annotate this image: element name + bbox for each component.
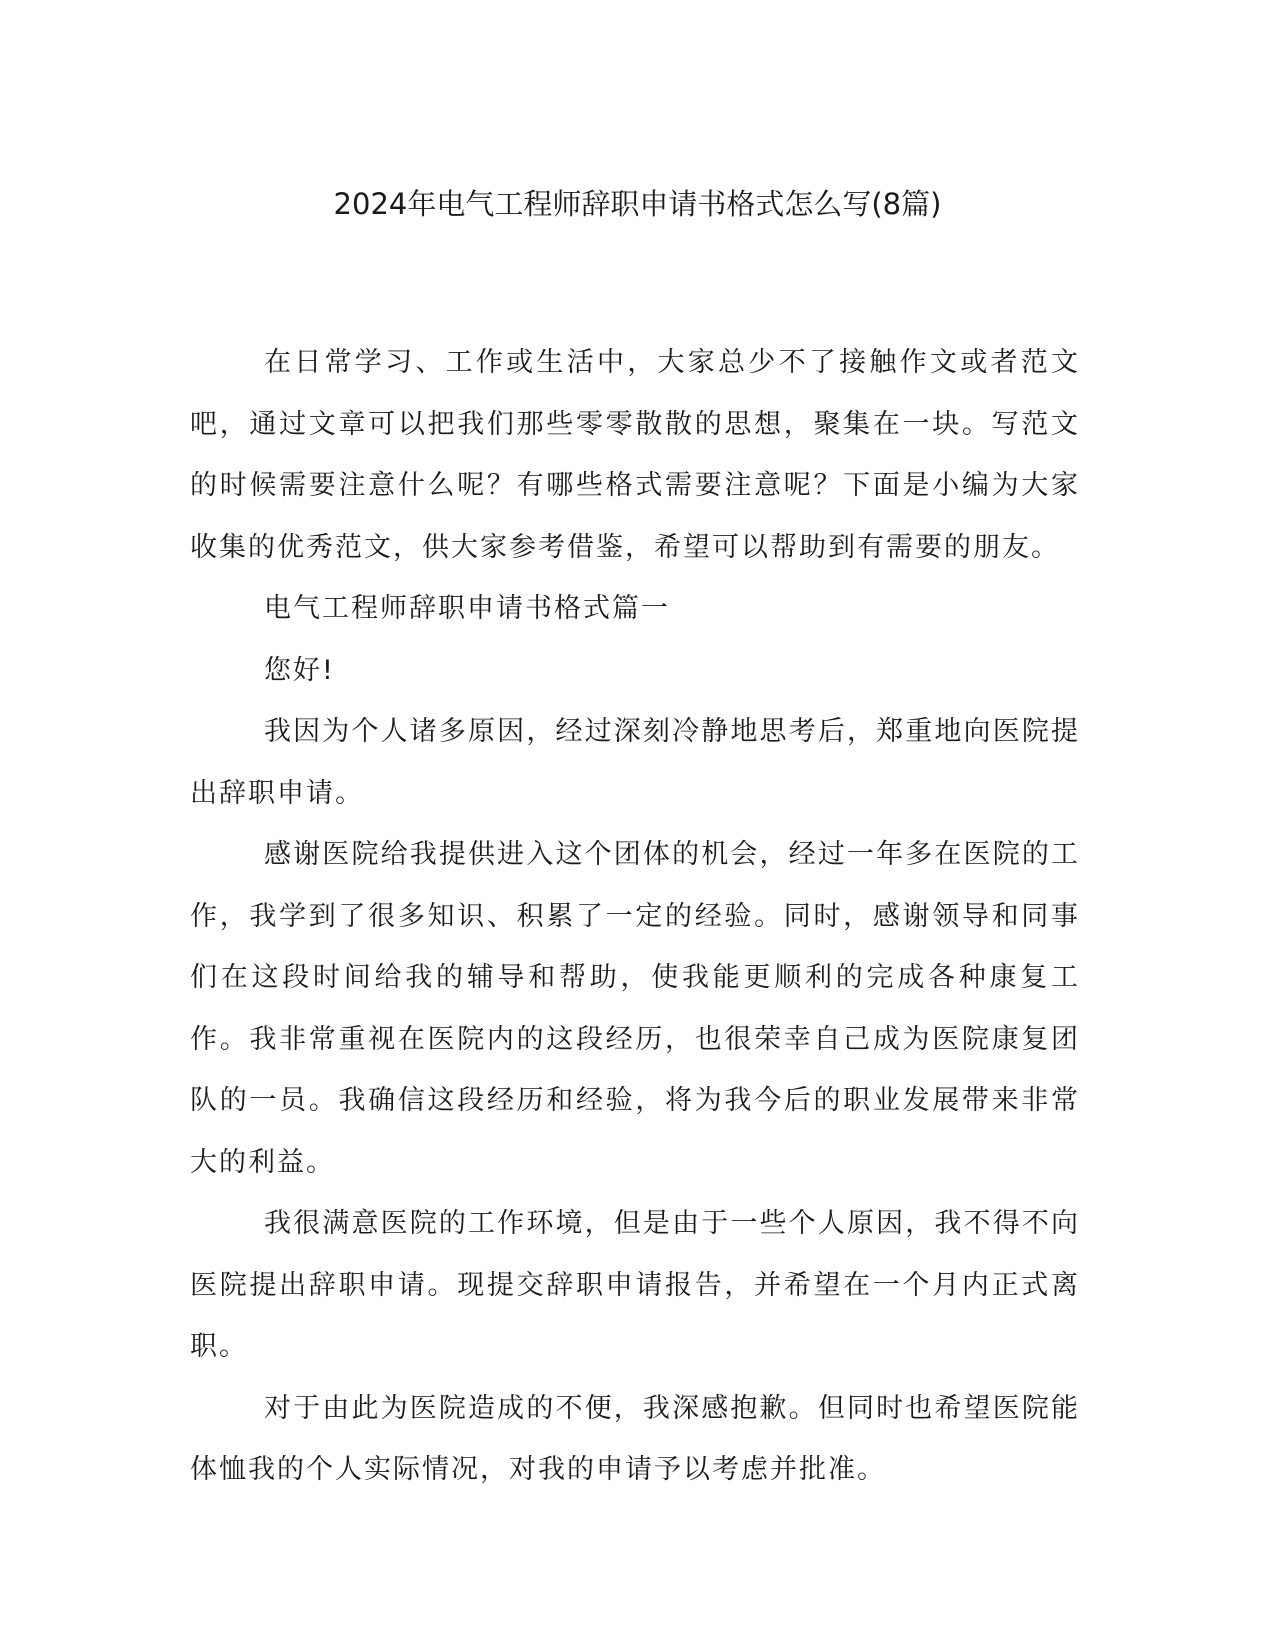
document-title: 2024年电气工程师辞职申请书格式怎么写(8篇) (333, 187, 942, 221)
section-heading: 电气工程师辞职申请书格式篇一 (264, 593, 670, 624)
paragraph: 感谢医院给我提供进入这个团体的机会，经过一年多在医院的工作，我学到了很多知识、积累了一定的经验。同时，感谢领导和同事们在这段时间给我的辅导和帮助，使我能更顺利的完成各种康复工作。我非常重视在医院内的这段经历，也很荣幸自己成为医院康复团队的一员。我确信这段经历和经验，将为我今后的职业发展带来非常大的利益。 (190, 839, 1080, 1178)
paragraph: 我很满意医院的工作环境，但是由于一些个人原因，我不得不向医院提出辞职申请。现提交辞职申请报告，并希望在一个月内正式离职。 (190, 1208, 1080, 1362)
paragraph: 对于由此为医院造成的不便，我深感抱歉。但同时也希望医院能体恤我的个人实际情况，对我的申请予以考虑并批准。 (190, 1392, 1080, 1485)
paragraph: 我因为个人诸多原因，经过深刻冷静地思考后，郑重地向医院提出辞职申请。 (190, 716, 1080, 809)
document-body (190, 332, 1080, 1501)
paragraph-intro: 在日常学习、工作或生活中，大家总少不了接触作文或者范文吧，通过文章可以把我们那些零零散散的思想，聚集在一块。写范文的时候需要注意什么呢？有哪些格式需要注意呢？下面是小编为大家收集的优秀范文，供大家参考借鉴，希望可以帮助到有需要的朋友。 (190, 347, 1080, 563)
salutation: 您好! (264, 654, 335, 686)
